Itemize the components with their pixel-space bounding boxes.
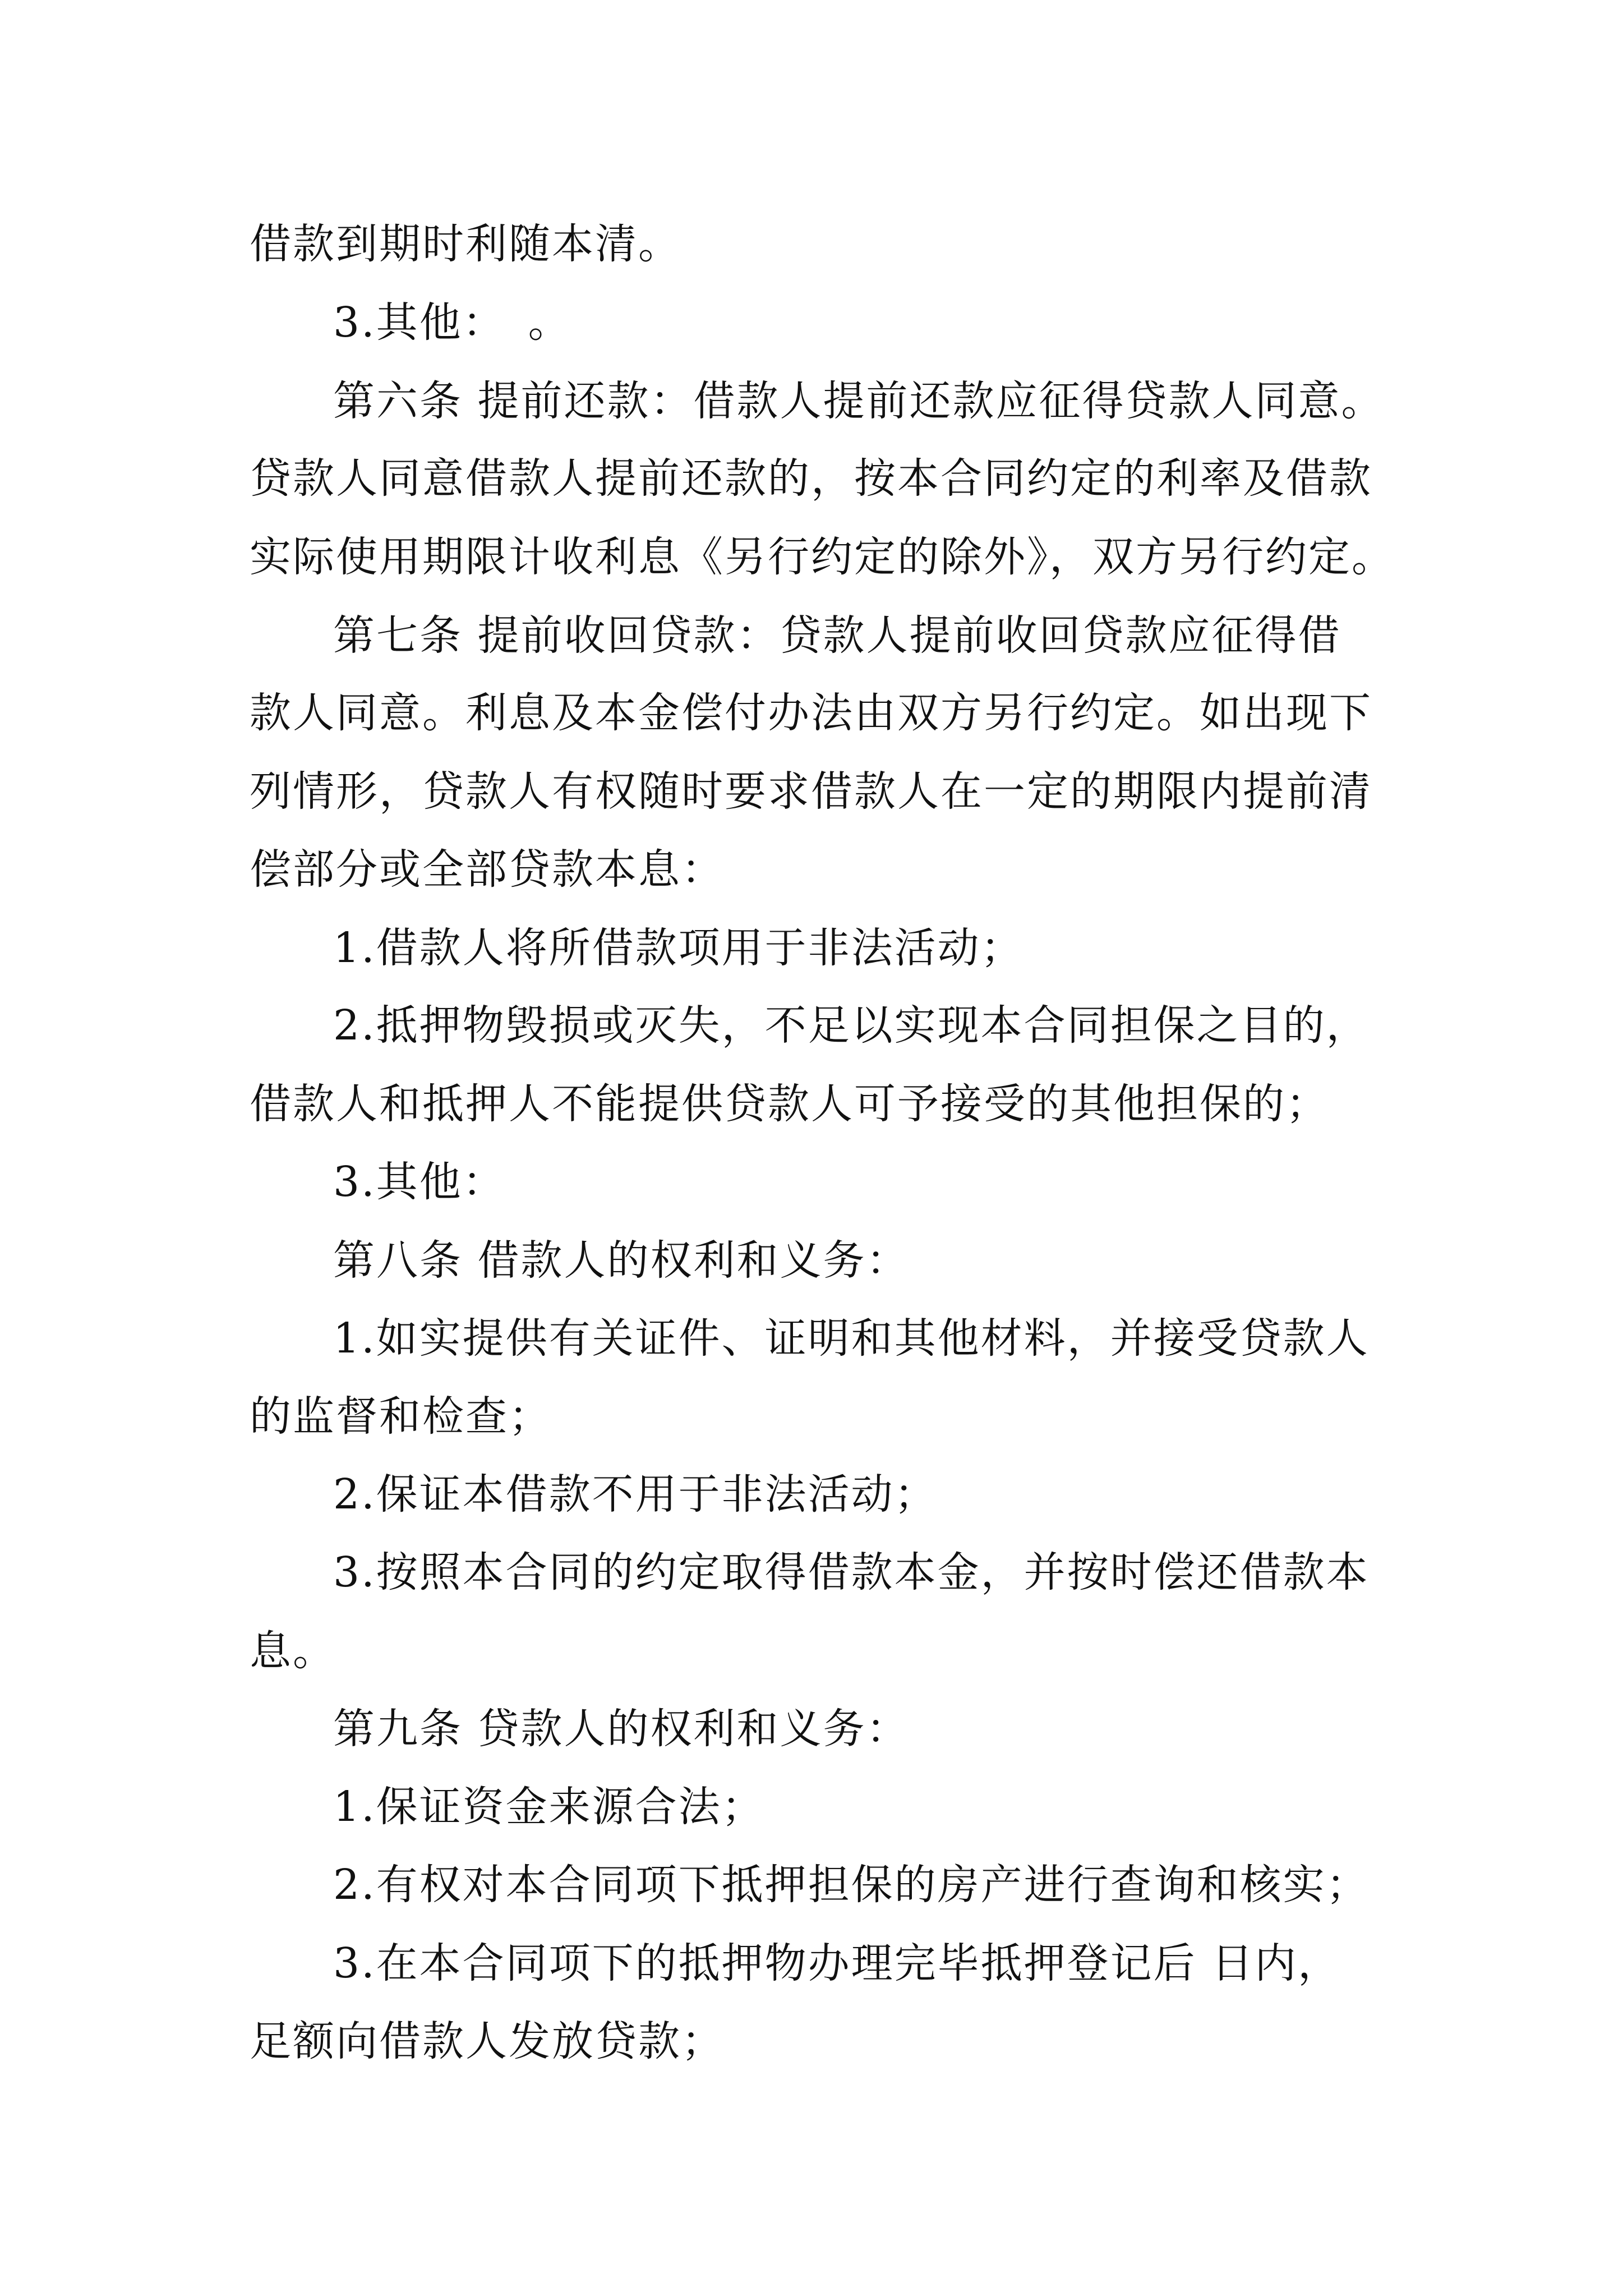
text-line: 第七条 提前收回贷款：贷款人提前收回贷款应征得借 (333, 611, 1341, 660)
text-line: 偿部分或全部贷款本息： (250, 845, 725, 894)
text-line: 息。 (250, 1627, 336, 1675)
text-line: 贷款人同意借款人提前还款的，按本合同约定的利率及借款 (250, 454, 1372, 503)
text-line: 2.保证本借款不用于非法活动； (333, 1470, 938, 1519)
text-line: 第九条 贷款人的权利和义务： (333, 1705, 910, 1753)
text-line: 款人同意。利息及本金偿付办法由双方另行约定。如出现下 (250, 689, 1372, 737)
text-line: 第八条 借款人的权利和义务： (333, 1236, 910, 1285)
text-line: 1.借款人将所借款项用于非法活动； (333, 924, 1024, 972)
text-line: 第六条 提前还款：借款人提前还款应征得贷款人同意。 (333, 377, 1385, 425)
text-line: 的监督和检查； (250, 1392, 552, 1441)
text-line: 2.有权对本合同项下抵押担保的房产进行查询和核实； (333, 1861, 1370, 1909)
text-line: 3.在本合同项下的抵押物办理完毕抵押登记后 日内， (333, 1939, 1341, 1987)
text-line: 3.按照本合同的约定取得借款本金，并按时偿还借款本 (333, 1548, 1370, 1596)
text-line: 3.其他： 。 (333, 298, 571, 347)
text-line: 1.如实提供有关证件、证明和其他材料，并接受贷款人 (333, 1314, 1370, 1363)
text-line: 实际使用期限计收利息《另行约定的除外》，双方另行约定。 (250, 533, 1395, 581)
text-line: 借款到期时利随本清。 (250, 220, 681, 268)
text-line: 1.保证资金来源合法； (333, 1783, 765, 1831)
text-line: 借款人和抵押人不能提供贷款人可予接受的其他担保的； (250, 1080, 1329, 1128)
text-line: 3.其他： (333, 1158, 506, 1206)
text-line: 2.抵押物毁损或灭失，不足以实现本合同担保之目的， (333, 1001, 1370, 1050)
text-line: 列情形，贷款人有权随时要求借款人在一定的期限内提前清 (250, 767, 1372, 816)
text-line: 足额向借款人发放贷款； (250, 2017, 725, 2065)
